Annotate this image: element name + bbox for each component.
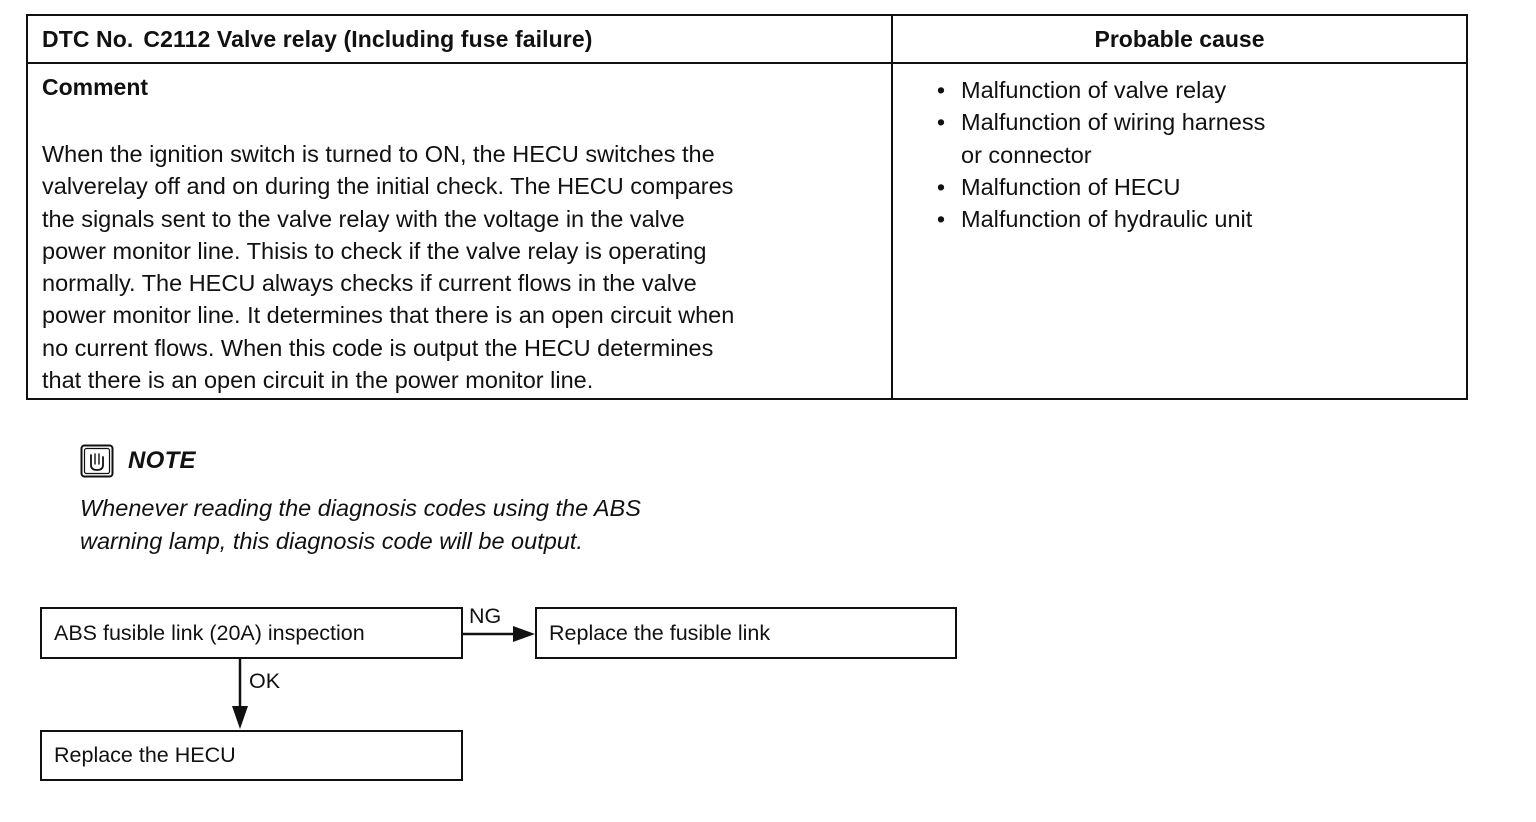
flowchart-step-replace-hecu xyxy=(40,730,463,781)
comment-heading: Comment xyxy=(42,74,149,100)
bullet-icon: • xyxy=(936,206,946,233)
comment-line: valverelay off and on during the initial check. The HECU compares xyxy=(42,173,734,200)
flowchart-ok-label: OK xyxy=(249,669,281,693)
probable-cause-text-continued: or connector xyxy=(961,141,1092,168)
note-line: Whenever reading the diagnosis codes using the ABS xyxy=(80,495,641,521)
flowchart-step-text: Replace the HECU xyxy=(54,743,236,767)
comment-line: normally. The HECU always checks if current flows in the valve xyxy=(42,270,697,297)
flowchart-ng-label: NG xyxy=(469,604,502,628)
note-header xyxy=(80,443,196,479)
flowchart-step-replace-fusible-link xyxy=(535,607,957,659)
table-column-divider xyxy=(891,16,893,398)
flowchart-step-text: Replace the fusible link xyxy=(549,620,771,645)
note-title: NOTE xyxy=(128,447,196,474)
probable-cause-heading: Probable cause xyxy=(1094,26,1265,52)
flowchart-step-inspection xyxy=(40,607,463,659)
dtc-table xyxy=(26,14,1468,400)
note-line: warning lamp, this diagnosis code will be output. xyxy=(80,527,583,554)
bullet-icon: • xyxy=(936,77,946,103)
bullet-icon: • xyxy=(936,173,946,200)
probable-cause-text: Malfunction of valve relay xyxy=(961,77,1227,103)
comment-line: When the ignition switch is turned to ON, the HECU switches the xyxy=(42,141,715,167)
flowchart-step-text: ABS fusible link (20A) inspection xyxy=(54,620,365,645)
comment-line: that there is an open circuit in the power monitor line. xyxy=(42,367,594,394)
arrow-ok-down-icon xyxy=(232,659,248,729)
note-hand-icon xyxy=(80,444,114,478)
probable-cause-item xyxy=(931,106,1265,171)
comment-line: no current flows. When this code is output the HECU determines xyxy=(42,334,714,361)
probable-cause-text: Malfunction of wiring harness xyxy=(961,109,1266,136)
probable-cause-item xyxy=(931,74,1265,106)
note-text xyxy=(80,492,641,557)
probable-cause-text: Malfunction of hydraulic unit xyxy=(961,206,1253,233)
table-header-divider xyxy=(28,62,1466,64)
probable-cause-item xyxy=(931,171,1265,203)
probable-cause-list xyxy=(931,74,1265,235)
dtc-title: C2112 Valve relay (Including fuse failure) xyxy=(143,26,593,52)
comment-line: the signals sent to the valve relay with the voltage in the valve xyxy=(42,205,685,232)
comment-text xyxy=(42,138,734,396)
comment-line: power monitor line. Thisis to check if the valve relay is operating xyxy=(42,237,707,264)
comment-line: power monitor line. It determines that there is an open circuit when xyxy=(42,302,735,329)
probable-cause-item xyxy=(931,203,1265,235)
dtc-header xyxy=(42,26,592,53)
bullet-icon: • xyxy=(936,109,946,136)
dtc-number-label: DTC No. xyxy=(42,26,134,52)
probable-cause-text: Malfunction of HECU xyxy=(961,173,1181,200)
